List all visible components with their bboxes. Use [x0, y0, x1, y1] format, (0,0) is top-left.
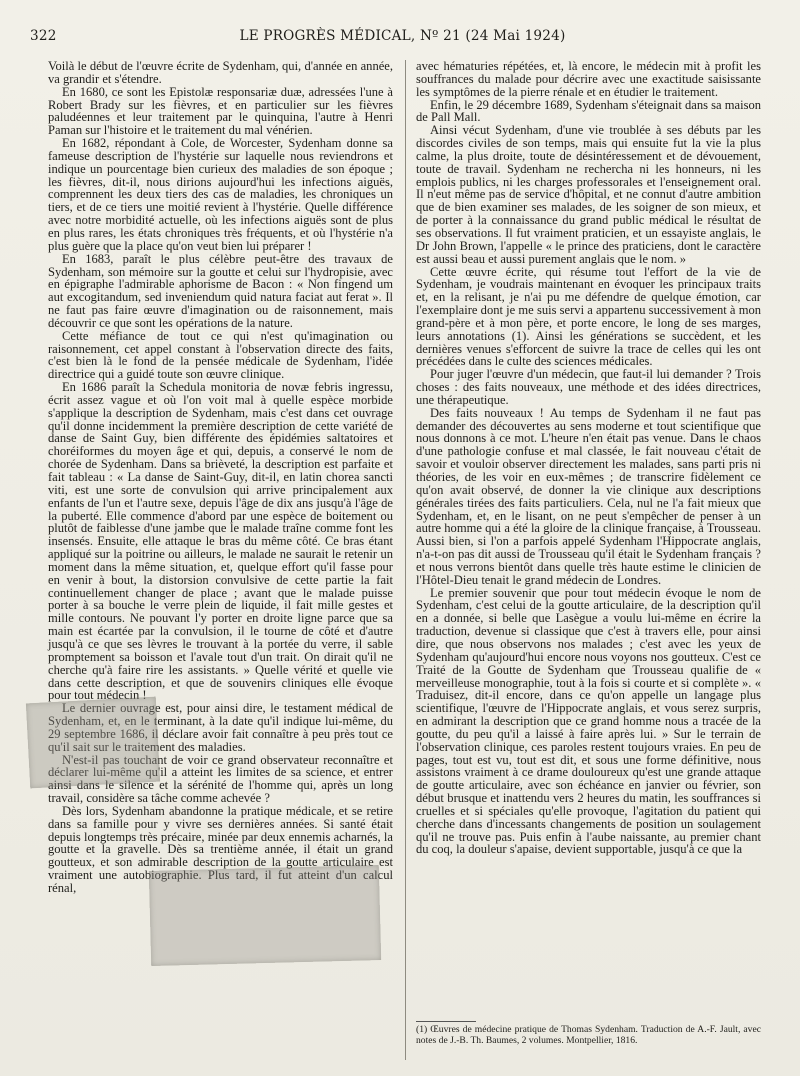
paragraph: En 1680, ce sont les Epistolæ responsariæ duæ, adressées l'une à Robert Brady sur les fièvres, et en particulier sur les fièvres paludéennes et leur traitement par le quinquina, l'autre à Henri Paman sur l'histoire et le traitement du mal vénérien.	[48, 84, 393, 138]
paragraph: En 1686 paraît la Schedula monitoria de novæ febris ingressu, écrit assez vague et où l'on voit mal à quelle espèce morbide s'applique la description de Sydenham, mais c'est dans cet ouvrage qu'il donne incidemment la première description de cette variété de danse de Saint Guy, bien différente des épidémies saltatoires et choréiformes du moyen âge et qui, depuis, a conservé le nom de chorée de Sydenham. Dans sa brièveté, la description est parfaite et fait tableau : « La danse de Saint-Guy, dit-il, en latin chorea sancti viti, est une sorte de convulsion qui arrive principalement aux enfants de l'un et l'autre sexe, depuis l'âge de dix ans jusqu'à l'âge de la puberté. Elle commence d'abord par une espèce de boitement ou plutôt de faiblesse d'une jambe que le malade traîne comme font les insensés. Ensuite, elle attaque le bras du même côté. Ce bras étant appliqué sur la poitrine ou ailleurs, le malade ne saurait le retenir un moment dans la même situation, et, quelque effort qu'il fasse pour en venir à bout, la distorsion convulsive de cette partie la fait continuellement changer de place ; avant que le malade puisse porter à sa bouche le verre plein de liquide, il fait mille gestes et mille contours. Ne pouvant l'y porter en droite ligne parce que sa main est écartée par la convulsion, il le tourne de côté et d'autre jusqu'à ce que ses lèvres le trouvant à la portée du verre, il sable promptement sa boisson et l'avale tout d'un trait. On dirait qu'il ne cherche qu'à faire rire les assistants. » Quelle vérité et quelle vie dans cette description, et que de souvenirs cliniques elle évoque pour tout médecin !	[48, 380, 393, 703]
paragraph: avec hématuries répétées, et, là encore, le médecin mit à profit les souffrances du malade pour décrire avec une exactitude saisissante les symptômes de la pierre rénale et en étudier le traitement.	[416, 59, 761, 99]
right-column	[416, 60, 761, 856]
running-title: LE PROGRÈS MÉDICAL, Nº 21 (24 Mai 1924)	[239, 28, 566, 44]
paragraph: Enfin, le 29 décembre 1689, Sydenham s'éteignait dans sa maison de Pall Mall.	[416, 97, 761, 125]
paragraph: Le dernier ouvrage est, pour ainsi dire, le testament médical de Sydenham, et, en le terminant, à la date qu'il indique lui-même, du 29 septembre 1686, il déclare avoir fait connaître à peu près tout ce qu'il sait sur le traitement des maladies.	[48, 701, 393, 754]
paragraph: Dès lors, Sydenham abandonne la pratique médicale, et se retire dans sa famille pour y vivre ses dernières années. Si santé était depuis longtemps très précaire, minée par deux ennemis acharnés, la goutte et la gravelle. Dès sa trentième année, il était un grand goutteux, et son admirable description de la goutte articulaire est vraiment une autobiographie. Plus tard, il fut atteint d'un calcul rénal,	[48, 803, 393, 895]
paragraph: Cette œuvre écrite, qui résume tout l'effort de la vie de Sydenham, je voudrais maintenant en évoquer les principaux traits et, en la relisant, je n'ai pu me défendre de quelque émotion, car l'exemplaire dont je me suis servi a appartenu successivement à mon grand-père et à mon père, et porte encore, le long de ses marges, leurs annotations (1). Ainsi les générations se succèdent, et les dernières venues s'efforcent de suivre la trace de celles qui les ont précédées dans le culte des sciences médicales.	[416, 264, 761, 369]
left-column	[48, 60, 393, 895]
paragraph: Voilà le début de l'œuvre écrite de Sydenham, qui, d'année en année, va grandir et s'étendre.	[48, 59, 393, 86]
paragraph: Des faits nouveaux ! Au temps de Sydenham il ne faut pas demander des découvertes au sens moderne et tout scientifique que nous donnons à ce mot. L'heure n'en était pas venue. Dans le chaos d'une pathologie confuse et mal classée, le fait nouveau c'était de savoir et vouloir observer directement les malades, sans parti pris ni théories, de les voir en eux-mêmes ; de transcrire fidèlement ce qu'on avait observé, de donner la vie clinique aux descriptions générales tirées des faits particuliers. Cela, nul ne l'a fait mieux que Sydenham, et, en le lisant, on ne peut s'empêcher de penser à un autre homme qui a été la gloire de la clinique française, à Trousseau. Aussi bien, si l'on a parfois appelé Sydenham l'Hippocrate anglais, n'a-t-on pas dit aussi de Trousseau qu'il était le Sydenham français ? et nous verrons bientôt dans quelle très haute estime le clinicien de l'Hôtel-Dieu tenait le grand médecin de Londres.	[416, 405, 761, 587]
paragraph: Cette méfiance de tout ce qui n'est qu'imagination ou raisonnement, cet appel constant à l'observation directe des faits, c'est bien là le fond de la pensée médicale de Sydenham, l'idée directrice qui a guidé toute son œuvre clinique.	[48, 328, 393, 382]
paragraph: N'est-il pas touchant de voir ce grand observateur reconnaître et déclarer lui-même qu'il a atteint les limites de sa science, et entrer ainsi dans le silence et la sérénité de l'homme qui, après un long travail, considère sa tâche comme achevée ?	[48, 752, 393, 806]
paragraph: En 1682, répondant à Cole, de Worcester, Sydenham donne sa fameuse description de l'hystérie sur laquelle nous reviendrons et indique un pourcentage bien curieux des maladies de son époque ; les fièvres, dit-il, nous dirions aujourd'hui les infections aiguës, comprennent les deux tiers des cas de maladies, les chroniques un tiers, et de ce tiers une moitié revient à l'hystérie. Quelle différence avec notre morbidité actuelle, où les infections aiguës sont de plus en plus rares, les états chroniques très fréquents, et où l'hystérie n'a plus guère que la place qu'on veut bien lui préparer !	[48, 136, 393, 253]
page-number: 322	[30, 28, 57, 44]
paragraph: Pour juger l'œuvre d'un médecin, que faut-il lui demander ? Trois choses : des faits nouveaux, une méthode et des idées directrices, une thérapeutique.	[416, 367, 761, 407]
footnote-rule	[416, 1021, 476, 1022]
footnote: (1) Œuvres de médecine pratique de Thomas Sydenham. Traduction de A.-F. Jault, avec notes de J.-B. Th. Baumes, 2 volumes. Montpellier, 1816.	[416, 1024, 761, 1046]
paragraph: Ainsi vécut Sydenham, d'une vie troublée à ses débuts par les discordes civiles de son temps, mais qui ensuite fut la vie la plus calme, la plus droite, toute de désintéressement et de dévouement, toute de travail. Sydenham ne rechercha ni les honneurs, ni les emplois publics, ni les charges professorales et l'enseignement oral. Il n'eut même pas de service d'hôpital, et ne connut d'autre ambition que de bien examiner ses malades, de les soigner de son mieux, et de porter à la connaissance du grand public médical le résultat de ses observations. Il fut vraiment praticien, et un essayiste anglais, le Dr John Brown, l'appelle « le prince des praticiens, dont le caractère est aussi beau et aussi purement anglais que le nom. »	[416, 123, 761, 266]
paragraph: Le premier souvenir que pour tout médecin évoque le nom de Sydenham, c'est celui de la goutte articulaire, de la description qu'il en a donnée, si belle que Lasègue a voulu lui-même en écrire la traduction, devenue si classique que c'est à travers elle, pour ainsi dire, que nous observons nos malades ; c'est avec les yeux de Sydenham qu'aujourd'hui encore nous voyons nos goutteux. C'est ce Traité de la Goutte de Sydenham que Trousseau qualifie de « merveilleuse monographie, tout à la fois si courte et si complète ». « Traduisez, dit-il encore, dans ce qu'on appelle un langage plus scientifique, l'œuvre de l'Hippocrate anglais, et vous serez surpris, en admirant la description que ce grand homme nous a tracée de la goutte, du peu qu'il a laissé à faire après lui. » Sur le terrain de l'observation clinique, ces paroles restent toujours vraies. En peu de pages, tout est vu, tout est dit, et sous une forme définitive, nous assistons vraiment à ce drame douloureux qu'est une grande attaque de goutte articulaire, avec son échéance en janvier ou février, son début brusque et inattendu vers 2 heures du matin, les souffrances si cruelles et si spéciales qu'elle provoque, l'agitation du patient qui cherche dans d'incessants changements de position un soulagement qu'il ne trouve pas. Puis enfin à l'aube naissante, au premier chant du coq, la douleur s'apaise, devient supportable, jusqu'à ce que la	[416, 585, 761, 857]
paragraph: En 1683, paraît le plus célèbre peut-être des travaux de Sydenham, son mémoire sur la goutte et celui sur l'hydropisie, avec en épigraphe l'admirable aphorisme de Bacon : « Non fingend um aut excogitandum, sed inveniendum quid natura faciat aut ferat ». Il ne faut pas faire œuvre d'imagination ou de raisonnement, mais découvrir ce que sont les opérations de la nature.	[48, 251, 393, 330]
page-header	[30, 28, 775, 50]
column-divider	[405, 60, 406, 1060]
